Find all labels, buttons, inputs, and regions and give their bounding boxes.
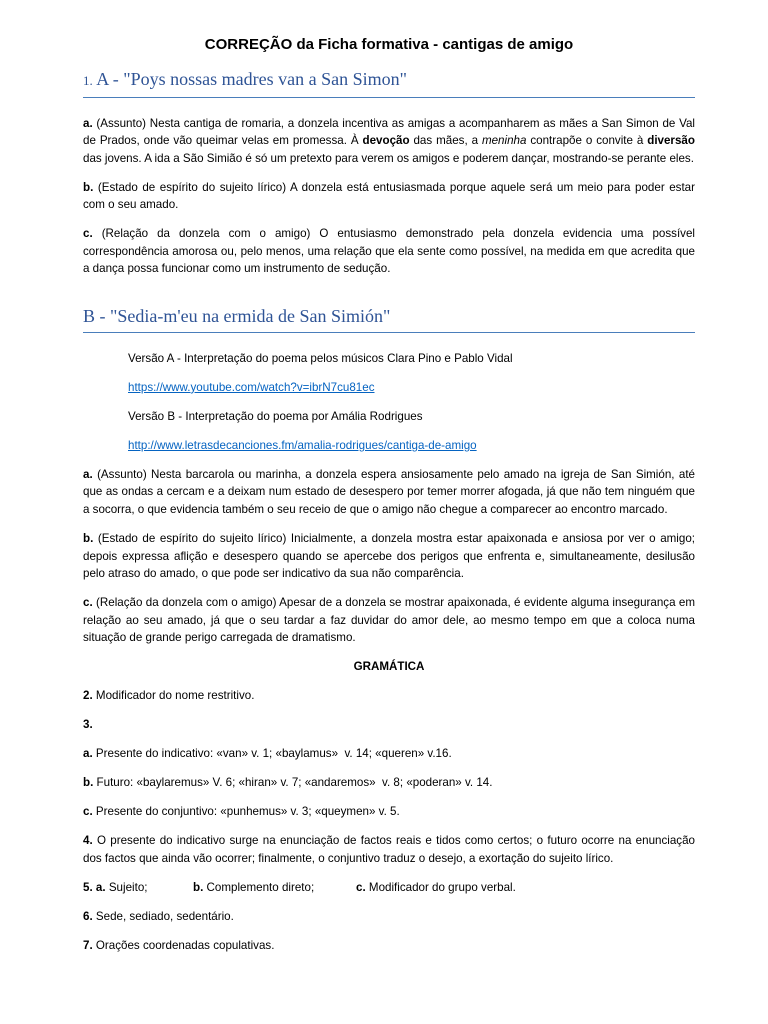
answer-1c — [83, 225, 695, 278]
emphasis-bold: diversão — [647, 134, 695, 148]
grammar-q7 — [83, 937, 695, 955]
answer-bb — [83, 530, 695, 583]
emphasis-italic: meninha — [481, 134, 527, 148]
emphasis-bold: devoção — [362, 134, 410, 148]
answer-label: c. — [83, 596, 93, 610]
answer-text: (Relação da donzela com o amigo) O entusiasmo demonstrado pela donzela evidencia uma possível correspondência amorosa ou, pelo menos, uma relação que ela sente como possível, na medida em que acredita que a dança possa funcionar como um instrumento de sedução. — [83, 227, 695, 276]
section-1-number: 1. — [83, 73, 93, 88]
document-body — [83, 36, 695, 966]
answer-label: c. — [83, 227, 93, 241]
answer-label: b. — [83, 180, 94, 194]
answer-text: Presente do indicativo: «van» v. 1; «baylamus» v. 14; «queren» v.16. — [95, 747, 452, 761]
grammar-q5 — [83, 879, 695, 897]
answer-label: c. — [356, 880, 366, 894]
section-1 — [83, 67, 695, 278]
grammar-q3 — [83, 716, 695, 734]
question-number: 7. — [83, 938, 93, 952]
document-title: CORREÇÃO da Ficha formativa - cantigas de amigo — [204, 36, 574, 53]
answer-label: a. — [83, 467, 93, 481]
answer-text: (Relação da donzela com o amigo) Apesar de a donzela se mostrar apaixonada, é evidente alguma insegurança em relação ao seu amado, já que o seu tardar a faz duvidar do amor dele, ao mesmo tempo em que a coloca numa situação de grande perigo carregada de dramatismo. — [83, 596, 695, 645]
answer-text: Modificador do nome restritivo. — [95, 689, 255, 703]
grammar-q2 — [83, 687, 695, 705]
answer-label: b. — [193, 880, 204, 894]
answer-1a — [83, 115, 695, 168]
resource-version-a-label: Versão A - Interpretação do poema pelos músicos Clara Pino e Pablo Vidal — [128, 351, 513, 365]
answer-label: a. — [83, 116, 93, 130]
answer-text: (Assunto) Nesta barcarola ou marinha, a donzela espera ansiosamente pelo amado na igreja de San Simión, até que as ondas a cercam e a deixam num estado de desespero por temer morrer afogada, já que não tem ninguém que a socorra, o que evidencia também o seu receio de que o amigo não chegue a comparecer ao encontro marcado. — [83, 467, 695, 517]
answer-text: Modificador do grupo verbal. — [368, 880, 516, 894]
resource-version-b-link-row — [83, 437, 695, 455]
answer-ba — [83, 466, 695, 519]
answer-label: b. — [83, 776, 94, 790]
answer-text: Sujeito; — [108, 880, 148, 894]
section-b — [83, 304, 695, 647]
question-number: 2. — [83, 689, 93, 703]
answer-label: a. — [83, 747, 93, 761]
answer-text: Futuro: «baylaremus» V. 6; «hiran» v. 7; «andaremos» v. 8; «poderan» v. 14. — [96, 776, 493, 790]
answer-text: O presente do indicativo surge na enunciação de factos reais e tidos como certos; o futuro ocorre na enunciação dos factos que ainda vão ocorrer; finalmente, o conjuntivo traduz o desejo, a exortação do sujeito lírico. — [83, 834, 695, 865]
grammar-q3c — [83, 803, 695, 821]
answer-bc — [83, 594, 695, 647]
answer-text: contrapõe o convite à — [530, 134, 644, 148]
answer-text: (Assunto) Nesta cantiga de romaria, a donzela incentiva as amigas a acompanharem as mães a San Simon de Val de Prados, onde vão queimar velas em promessa. À — [83, 116, 695, 148]
grammar-section — [83, 658, 695, 954]
answer-text: das jovens. A ida a São Simião é só um pretexto para verem os amigos e poderem dançar, mostrando-se perante eles. — [83, 151, 694, 165]
answer-text: Complemento direto; — [206, 880, 315, 894]
resource-version-b-label: Versão B - Interpretação do poema por Amália Rodrigues — [128, 409, 423, 423]
answer-label: b. — [83, 532, 94, 546]
answer-label: a. — [95, 880, 106, 894]
question-number: 5. — [83, 880, 93, 894]
section-1-heading — [83, 67, 695, 98]
answer-label: c. — [83, 805, 93, 819]
grammar-q3a — [83, 745, 695, 763]
answer-5c — [356, 879, 516, 897]
answer-text: Orações coordenadas copulativas. — [95, 938, 275, 952]
youtube-link[interactable]: https://www.youtube.com/watch?v=ibrN7cu81ec — [128, 380, 375, 394]
answer-text: Sede, sediado, sedentário. — [95, 909, 234, 923]
resource-version-a-link-row — [83, 379, 695, 397]
grammar-q4 — [83, 832, 695, 867]
answer-5b — [193, 879, 356, 897]
question-number: 6. — [83, 909, 93, 923]
answer-text: (Estado de espírito do sujeito lírico) A donzela está entusiasmada porque aquele será um meio para poder estar com o seu amado. — [83, 180, 695, 212]
answer-text: das mães, a — [413, 134, 479, 148]
grammar-q3b — [83, 774, 695, 792]
section-1-heading-text: A - "Poys nossas madres van a San Simon" — [96, 69, 407, 89]
grammar-q6 — [83, 908, 695, 926]
answer-1b — [83, 179, 695, 214]
question-number: 3. — [83, 718, 93, 732]
grammar-heading: GRAMÁTICA — [353, 660, 425, 674]
question-number: 4. — [83, 834, 93, 848]
answer-5a — [83, 879, 193, 897]
answer-text: (Estado de espírito do sujeito lírico) Inicialmente, a donzela mostra estar apaixonada e ansiosa por ver o amigo; depois expressa aflição e desespero quando se apercebe dos perigos que enfrenta e, simultaneamente, desilusão pelo atraso do amado, o que pode ser indicativo da sua não comparência. — [83, 532, 695, 581]
section-b-heading: B - "Sedia-m'eu na ermida de San Simión" — [83, 304, 695, 333]
answer-text: Presente do conjuntivo: «punhemus» v. 3; «queymen» v. 5. — [95, 805, 400, 819]
lyrics-link[interactable]: http://www.letrasdecanciones.fm/amalia-rodrigues/cantiga-de-amigo — [128, 438, 477, 452]
